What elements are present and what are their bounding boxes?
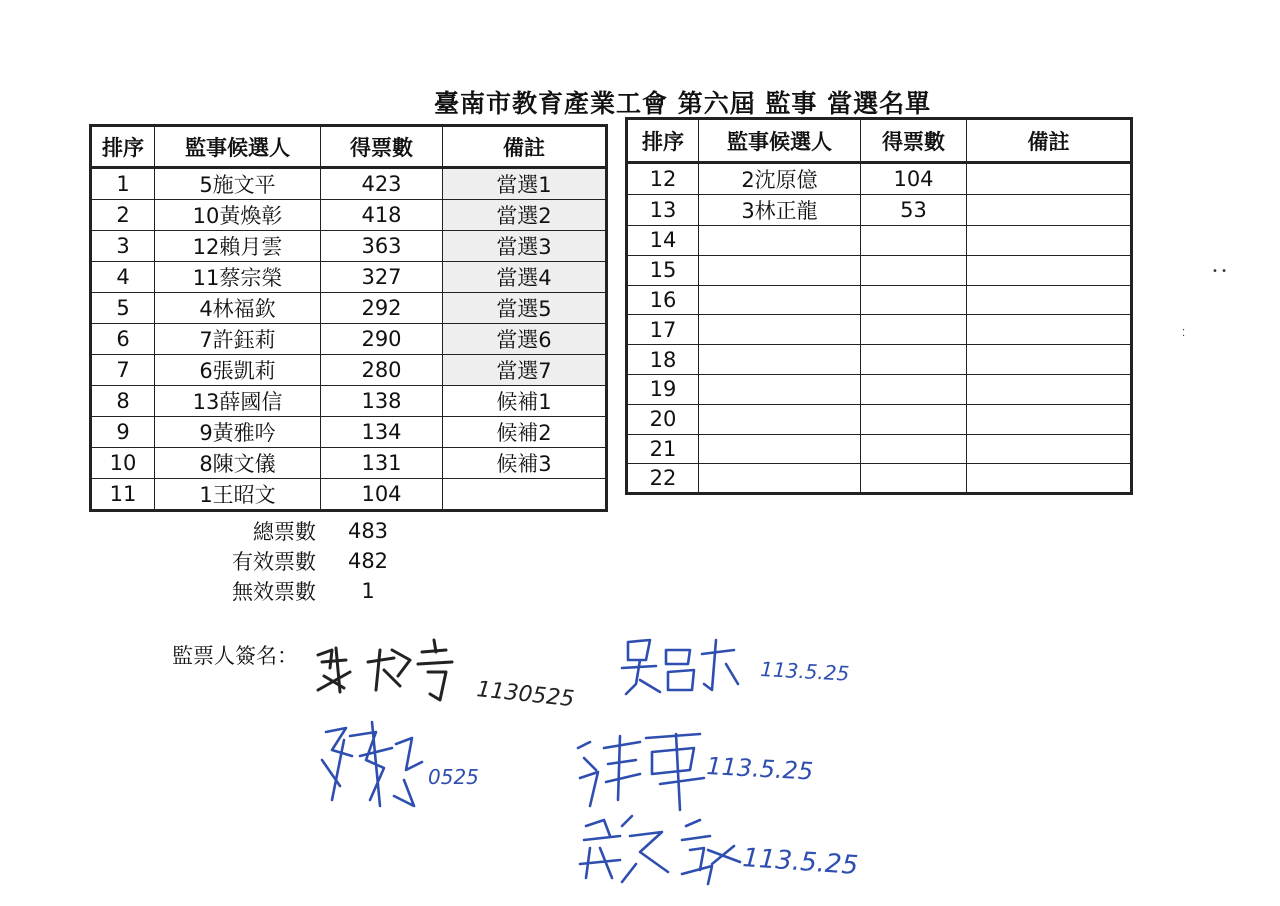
cell-candidate: 12賴月雲 (155, 231, 321, 262)
invalid-votes-value: 1 (361, 579, 375, 603)
cell-rank: 10 (91, 448, 155, 479)
cell-votes: 423 (321, 168, 443, 200)
cell-candidate: 6張凱莉 (155, 355, 321, 386)
cell-note: 當選4 (443, 262, 607, 293)
cell-votes: 104 (321, 479, 443, 511)
cell-note: 候補2 (443, 417, 607, 448)
total-votes-value: 483 (347, 519, 389, 543)
cell-note: 候補3 (443, 448, 607, 479)
cell-rank: 8 (91, 386, 155, 417)
valid-votes-value: 482 (347, 549, 389, 573)
cell-votes: 280 (321, 355, 443, 386)
cell-rank: 19 (627, 374, 699, 404)
signature-date-1: 1130525 (475, 677, 576, 713)
signature-3 (322, 722, 422, 806)
signature-date-3: 0525 (428, 765, 479, 789)
cell-rank: 16 (627, 285, 699, 315)
valid-votes-label: 有效票數 (232, 550, 316, 574)
cell-rank: 22 (627, 464, 699, 494)
cell-rank: 13 (627, 195, 699, 226)
cell-rank: 1 (91, 168, 155, 200)
cell-note: 當選7 (443, 355, 607, 386)
cell-candidate: 10黃煥彰 (155, 200, 321, 231)
cell-candidate: 5施文平 (155, 168, 321, 200)
signature-4 (578, 734, 704, 810)
cell-candidate: 9黃雅吟 (155, 417, 321, 448)
cell-note: 當選3 (443, 231, 607, 262)
cell-candidate: 13薛國信 (155, 386, 321, 417)
cell-rank: 15 (627, 255, 699, 285)
cell-votes: 53 (861, 195, 967, 226)
header-note: 備註 (443, 126, 607, 168)
cell-note: 當選1 (443, 168, 607, 200)
cell-candidate: 3林正龍 (699, 195, 861, 226)
cell-votes: 131 (321, 448, 443, 479)
signature-date-5: 113.5.25 (741, 843, 860, 882)
signature-5 (580, 816, 740, 884)
header-rank: 排序 (91, 126, 155, 168)
invalid-votes-label: 無效票數 (232, 580, 316, 604)
signature-1 (318, 640, 452, 700)
page-title: 臺南市教育產業工會 第六屆 監事 當選名單 (434, 89, 932, 118)
signature-date-2: 113.5.25 (759, 657, 850, 686)
cell-candidate: 11蔡宗榮 (155, 262, 321, 293)
signature-2 (622, 640, 738, 694)
cell-votes: 418 (321, 200, 443, 231)
cell-rank: 4 (91, 262, 155, 293)
cell-rank: 20 (627, 404, 699, 434)
cell-rank: 17 (627, 315, 699, 345)
header-candidate: 監事候選人 (699, 119, 861, 163)
cell-rank: 6 (91, 324, 155, 355)
cell-rank: 14 (627, 226, 699, 256)
cell-candidate: 2沈原億 (699, 163, 861, 195)
cell-rank: 21 (627, 434, 699, 464)
cell-rank: 3 (91, 231, 155, 262)
header-votes: 得票數 (321, 126, 443, 168)
cell-note: 當選6 (443, 324, 607, 355)
cell-votes: 327 (321, 262, 443, 293)
header-votes: 得票數 (861, 119, 967, 163)
cell-note: 當選2 (443, 200, 607, 231)
cell-rank: 18 (627, 345, 699, 375)
cell-rank: 2 (91, 200, 155, 231)
cell-candidate: 7許鈺莉 (155, 324, 321, 355)
cell-candidate: 4林福欽 (155, 293, 321, 324)
header-rank: 排序 (627, 119, 699, 163)
cell-rank: 7 (91, 355, 155, 386)
signature-label: 監票人簽名： (172, 644, 298, 668)
cell-candidate: 8陳文儀 (155, 448, 321, 479)
cell-votes: 290 (321, 324, 443, 355)
cell-note: 候補1 (443, 386, 607, 417)
cell-votes: 363 (321, 231, 443, 262)
scan-speck: ⁚ (1182, 328, 1186, 339)
header-note: 備註 (967, 119, 1132, 163)
cell-rank: 11 (91, 479, 155, 511)
cell-rank: 9 (91, 417, 155, 448)
cell-votes: 292 (321, 293, 443, 324)
header-candidate: 監事候選人 (155, 126, 321, 168)
scan-speck: • • (1212, 266, 1227, 277)
cell-candidate: 1王昭文 (155, 479, 321, 511)
cell-votes: 134 (321, 417, 443, 448)
cell-votes: 104 (861, 163, 967, 195)
cell-rank: 5 (91, 293, 155, 324)
total-votes-label: 總票數 (253, 520, 316, 544)
cell-votes: 138 (321, 386, 443, 417)
cell-rank: 12 (627, 163, 699, 195)
cell-note: 當選5 (443, 293, 607, 324)
signature-date-4: 113.5.25 (705, 752, 814, 786)
